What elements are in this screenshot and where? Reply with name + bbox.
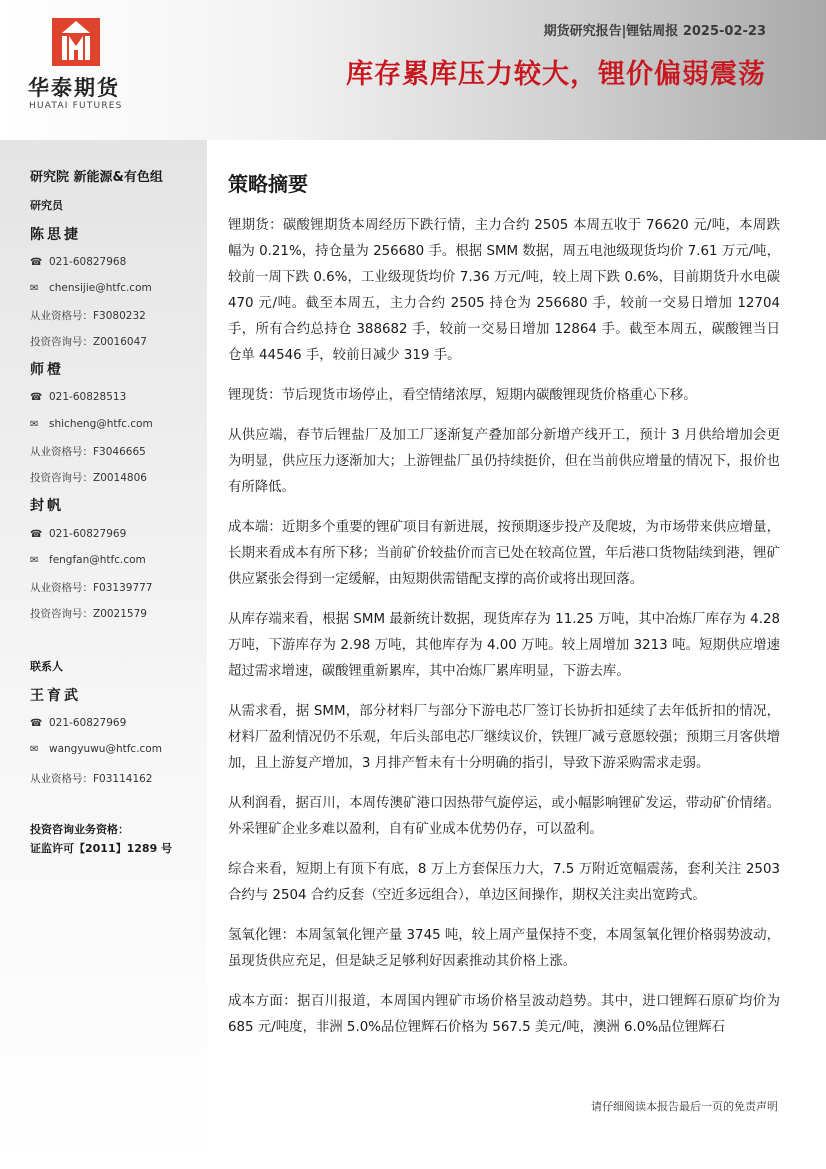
analyst-name: 陈思捷	[30, 227, 81, 243]
paragraph: 氢氧化锂：本周氢氧化锂产量 3745 吨，较上周产量保持不变，本周氢氧化锂价格弱势波动，虽现货供应充足，但是缺乏足够利好因素推动其价格上涨。	[228, 928, 780, 969]
paragraph: 从需求看，据 SMM，部分材料厂与部分下游电芯厂签订长协折扣延续了去年低折扣的情况，材料厂盈利情况仍不乐观，年后头部电芯厂继续议价，铁锂厂减亏意愿较强；预期三月客供增加，且上游复产增加，3 月排产暂未有十分明确的指引，导致下游采购需求走弱。	[228, 704, 780, 771]
contact-label: 联系人	[30, 660, 63, 673]
qualification-license: 证监许可【2011】1289 号	[30, 842, 173, 855]
disclaimer-footer: 请仔细阅读本报告最后一页的免责声明	[591, 1100, 778, 1113]
contact-license: 从业资格号：F03114162	[30, 773, 153, 785]
paragraph: 锂现货：节后现货市场停止，看空情绪浓厚，短期内碳酸锂现货价格重心下移。	[228, 388, 697, 403]
mail-icon: ✉	[30, 744, 39, 755]
analyst-advisor-id: 投资咨询号：Z0016047	[30, 336, 147, 348]
phone-icon: ☎	[30, 257, 43, 268]
strategy-summary	[228, 213, 780, 1055]
paragraph: 锂期货：碳酸锂期货本周经历下跌行情，主力合约 2505 本周五收于 76620 元/吨，本周跌幅为 0.21%，持仓量为 256680 手。根据 SMM 数据，周五电池级现货均价 7.61 万元/吨，较前一周下跌 0.6%，工业级现货均价 7.36 万元/吨，较上周下跌 0.6%，目前期货升水电碳 470 元/吨。截至本周五，主力合约 2505 持仓为 256680 手，较前一交易日增加 12704 手，所有合约总持仓 388682 手，较前一交易日增加 12864 手。截至本周五，碳酸锂当日仓单 44546 手，较前日减少 319 手。	[228, 218, 780, 363]
analyst-email[interactable]: ✉ shicheng@htfc.com	[30, 418, 153, 430]
analyst-phone: ☎ 021-60827968	[30, 256, 127, 268]
section-heading: 策略摘要	[228, 172, 308, 196]
analyst-license: 从业资格号：F3080232	[30, 310, 146, 322]
contact-name: 王育武	[30, 688, 81, 704]
brand-name-cn: 华泰期货	[28, 76, 120, 100]
qualification-label: 投资咨询业务资格：	[30, 823, 129, 836]
paragraph: 综合来看，短期上有顶下有底，8 万上方套保压力大，7.5 万附近宽幅震荡，套利关注 2503 合约与 2504 合约反套（空近多远组合），单边区间操作，期权关注卖出宽跨式。	[228, 862, 780, 903]
analyst-advisor-id: 投资咨询号：Z0014806	[30, 472, 147, 484]
analyst-name: 封帆	[30, 498, 64, 514]
paragraph: 从利润看，据百川，本周传澳矿港口因热带气旋停运，或小幅影响锂矿发运，带动矿价情绪。外采锂矿企业多难以盈利，自有矿业成本优势仍存，可以盈利。	[228, 796, 780, 837]
mail-icon: ✉	[30, 419, 39, 430]
paragraph: 成本端：近期多个重要的锂矿项目有新进展，按预期逐步投产及爬坡，为市场带来供应增量，长期来看成本有所下移；当前矿价较盐价而言已处在较高位置，年后港口货物陆续到港，锂矿供应紧张会得到一定缓解，由短期供需错配支撑的高价或将出现回落。	[228, 520, 780, 587]
contact-phone: ☎ 021-60827969	[30, 717, 127, 729]
analyst-license: 从业资格号：F03139777	[30, 582, 153, 594]
report-meta: 期货研究报告|锂钴周报 2025-02-23	[543, 24, 766, 39]
report-title: 库存累库压力较大，锂价偏弱震荡	[346, 59, 766, 90]
analyst-email[interactable]: ✉ chensijie@htfc.com	[30, 282, 152, 294]
paragraph: 成本方面：据百川报道，本周国内锂矿市场价格呈波动趋势。其中，进口锂辉石原矿均价为 685 元/吨度，非洲 5.0%品位锂辉石价格为 567.5 美元/吨，澳洲 6.0%品位锂辉石	[228, 994, 780, 1035]
analyst-license: 从业资格号：F3046665	[30, 446, 146, 458]
researcher-label: 研究员	[30, 199, 63, 212]
analyst-name: 师橙	[30, 362, 64, 378]
analyst-advisor-id: 投资咨询号：Z0021579	[30, 608, 147, 620]
analyst-phone: ☎ 021-60828513	[30, 391, 127, 403]
department-label: 研究院 新能源&有色组	[30, 170, 163, 185]
report-header	[0, 0, 826, 140]
brand-name-en: HUATAI FUTURES	[29, 101, 123, 111]
analyst-phone: ☎ 021-60827969	[30, 528, 127, 540]
analyst-email[interactable]: ✉ fengfan@htfc.com	[30, 554, 146, 566]
mail-icon: ✉	[30, 283, 39, 294]
paragraph: 从供应端，春节后锂盐厂及加工厂逐渐复产叠加部分新增产线开工，预计 3 月供给增加会更为明显，供应压力逐渐加大；上游锂盐厂虽仍持续挺价，但在当前供应增量的情况下，报价也有所降低。	[228, 428, 780, 495]
phone-icon: ☎	[30, 529, 43, 540]
author-sidebar	[0, 140, 207, 1169]
huatai-logo-icon	[52, 18, 100, 66]
phone-icon: ☎	[30, 718, 43, 729]
phone-icon: ☎	[30, 392, 43, 403]
paragraph: 从库存端来看，根据 SMM 最新统计数据，现货库存为 11.25 万吨，其中冶炼厂库存为 4.28 万吨，下游库存为 2.98 万吨，其他库存为 4.00 万吨。较上周增加 3213 吨。短期供应增速超过需求增速，碳酸锂重新累库，其中冶炼厂累库明显，下游去库。	[228, 612, 780, 679]
contact-email[interactable]: ✉ wangyuwu@htfc.com	[30, 743, 162, 755]
mail-icon: ✉	[30, 555, 39, 566]
